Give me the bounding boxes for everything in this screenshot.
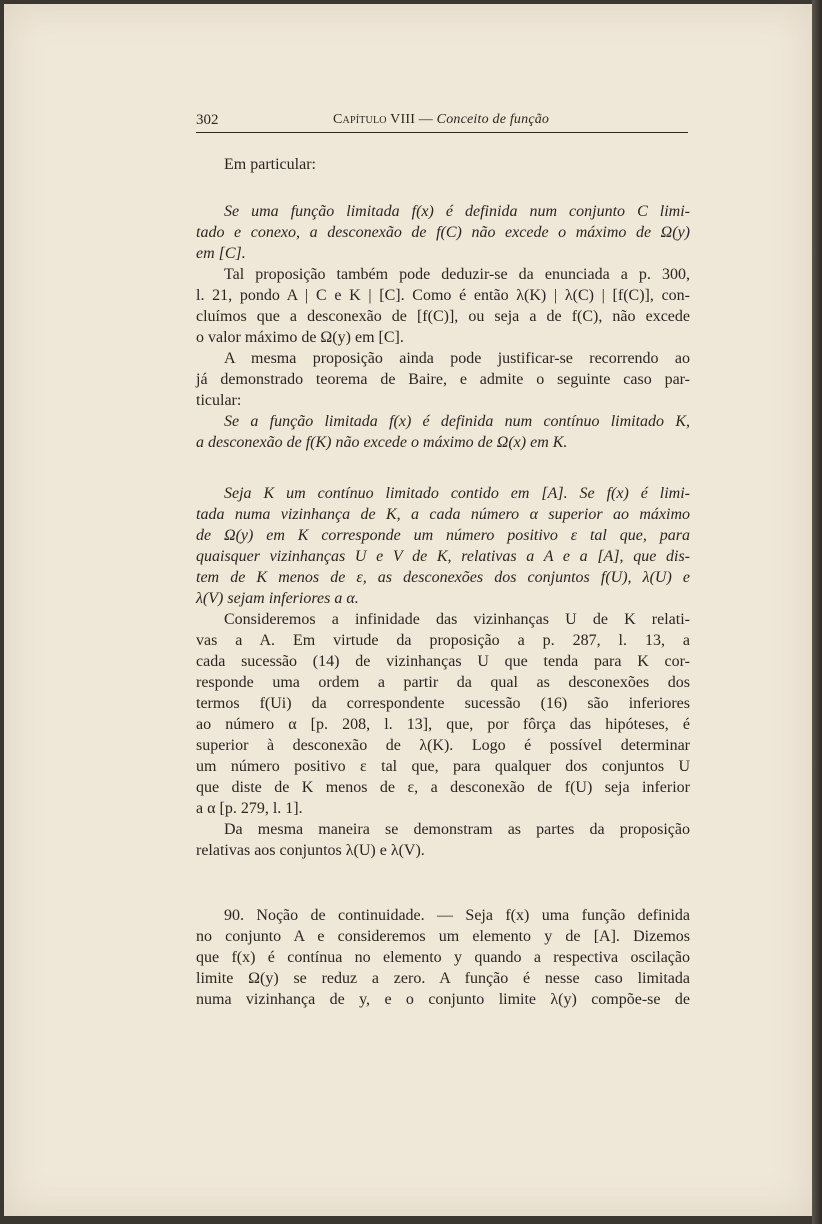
text-line: já demonstrado teorema de Baire, e admite o seguinte caso par-: [196, 371, 690, 388]
running-header: [196, 110, 688, 133]
text-line: tado e conexo, a desconexão de f(C) não excede o máximo de Ω(y): [196, 224, 690, 241]
text-line: Consideremos a infinidade das vizinhanças U de K relati-: [224, 611, 690, 628]
text-line: Em particular:: [224, 156, 316, 173]
text-line: termos f(Ui) da correspondente sucessão (16) são inferiores: [196, 695, 690, 712]
text-line: que diste de K menos de ε, a desconexão de f(U) seja inferior: [196, 779, 690, 796]
text-line: Da mesma maneira se demonstram as partes da proposição: [224, 821, 690, 838]
text-line: que f(x) é contínua no elemento y quando a respectiva oscilação: [196, 949, 690, 966]
text-line: Seja K um contínuo limitado contido em [A]. Se f(x) é limi-: [224, 485, 690, 502]
text-line: a desconexão de f(K) não excede o máximo de Ω(x) em K.: [196, 434, 568, 451]
text-line: numa vizinhança de y, e o conjunto limite λ(y) compõe-se de: [196, 991, 690, 1008]
text-line: vas a A. Em virtude da proposição a p. 287, l. 13, a: [196, 632, 690, 649]
text-line: tada numa vizinhança de K, a cada número α superior ao máximo: [196, 506, 690, 523]
running-title: [333, 112, 549, 128]
text-line: Se uma função limitada f(x) é definida num conjunto C limi-: [224, 203, 690, 220]
text-line: relativas aos conjuntos λ(U) e λ(V).: [196, 842, 425, 859]
text-line: 90. Noção de continuidade. — Seja f(x) uma função definida: [224, 907, 690, 924]
text-line: de Ω(y) em K corresponde um número positivo ε tal que, para: [196, 527, 690, 544]
text-line: l. 21, pondo A | C e K | [C]. Como é então λ(K) | λ(C) | [f(C)], con-: [196, 287, 690, 304]
paragraph-gap: [196, 453, 690, 483]
text-line: ticular:: [196, 392, 242, 409]
text-line: cluímos que a desconexão de [f(C)], ou seja a de f(C), não excede: [196, 308, 690, 325]
text-line: ao número α [p. 208, l. 13], que, por fôrça das hipóteses, é: [196, 716, 690, 733]
text-line: λ(V) sejam inferiores a α.: [196, 590, 359, 607]
chapter-label: Capítulo VIII: [333, 112, 416, 127]
text-line: limite Ω(y) se reduz a zero. A função é nesse caso limitada: [196, 970, 690, 987]
text-line: em [C].: [196, 245, 246, 262]
page-edge-shadow: [812, 0, 822, 1224]
page-body: [196, 154, 690, 1010]
text-line: responde uma ordem a partir da qual as desconexões dos: [196, 674, 690, 691]
title-separator: —: [415, 112, 437, 127]
paragraph-gap: [196, 861, 690, 905]
book-page: [4, 4, 812, 1216]
text-line: o valor máximo de Ω(y) em [C].: [196, 329, 404, 346]
text-line: Se a função limitada f(x) é definida num contínuo limitado K,: [224, 413, 690, 430]
text-line: Tal proposição também pode deduzir-se da enunciada a p. 300,: [224, 266, 690, 283]
text-line: um número positivo ε tal que, para qualquer dos conjuntos U: [196, 758, 690, 775]
paragraph-gap: [196, 175, 690, 201]
chapter-title: Conceito de função: [436, 112, 550, 127]
text-line: no conjunto A e consideremos um elemento y de [A]. Dizemos: [196, 928, 690, 945]
text-line: quaisquer vizinhanças U e V de K, relativas a A e a [A], que dis-: [196, 548, 690, 565]
text-line: A mesma proposição ainda pode justificar-se recorrendo ao: [224, 350, 690, 367]
text-line: a α [p. 279, l. 1].: [196, 800, 303, 817]
page-number: 302: [196, 112, 219, 128]
text-line: cada sucessão (14) de vizinhanças U que tenda para K cor-: [196, 653, 690, 670]
text-line: superior à desconexão de λ(K). Logo é possível determinar: [196, 737, 690, 754]
text-line: tem de K menos de ε, as desconexões dos conjuntos f(U), λ(U) e: [196, 569, 690, 586]
